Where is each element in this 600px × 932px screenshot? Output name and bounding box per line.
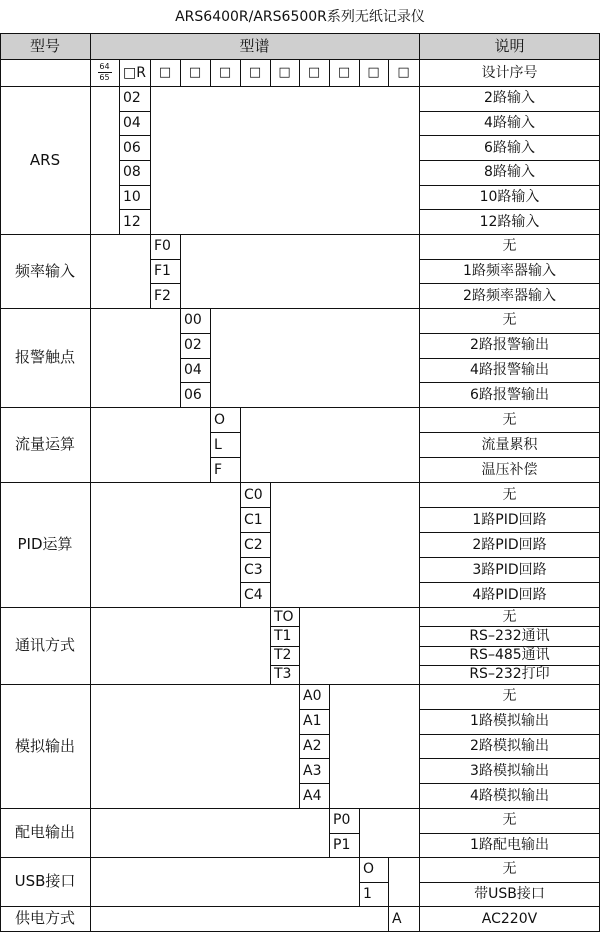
option-description: 温压补偿 <box>481 461 538 478</box>
code-box-line <box>240 482 241 608</box>
option-description: 4路输入 <box>484 114 535 131</box>
option-description: 1路配电输出 <box>470 836 549 853</box>
code-row-line <box>329 833 360 834</box>
option-description: 1路模拟输出 <box>470 713 549 730</box>
desc-row-line <box>419 333 600 334</box>
option-code: O <box>363 861 375 878</box>
option-code: 04 <box>123 114 141 131</box>
category-label: 通讯方式 <box>14 636 75 654</box>
desc-row-line <box>419 783 600 784</box>
design-number-desc: 设计序号 <box>481 64 538 81</box>
option-code: 10 <box>123 188 141 205</box>
code-row-line <box>240 557 271 558</box>
option-code: 00 <box>184 312 202 329</box>
option-code: 04 <box>184 361 202 378</box>
code-box-line <box>359 808 360 858</box>
option-description: 无 <box>502 608 517 625</box>
desc-row-line <box>419 283 600 284</box>
option-code: F1 <box>154 262 171 279</box>
model-fraction <box>90 59 119 86</box>
code-slot-box: □ <box>307 65 321 80</box>
option-description: 4路PID回路 <box>472 586 547 603</box>
rule-line <box>180 59 181 87</box>
rule-line <box>0 33 1 932</box>
option-code: C1 <box>244 511 263 528</box>
desc-row-line <box>419 185 600 186</box>
code-row-line <box>180 382 211 383</box>
option-description: 1路频率器输入 <box>463 262 556 279</box>
code-slot-box: □ <box>367 65 380 80</box>
option-code: O <box>214 411 226 428</box>
code-row-line <box>180 358 211 359</box>
table-title: ARS6400R/ARS6500R系列无纸记录仪 <box>175 8 425 25</box>
rule-line <box>150 86 151 235</box>
option-description: 8路输入 <box>484 164 535 181</box>
option-code: A2 <box>303 737 322 754</box>
desc-row-line <box>419 582 600 583</box>
code-box-line <box>210 308 211 408</box>
option-code: 02 <box>184 337 202 354</box>
option-description: 无 <box>502 486 517 503</box>
desc-row-line <box>419 135 600 136</box>
code-row-line <box>270 665 300 666</box>
code-slot-box: □ <box>188 65 202 80</box>
code-box-line <box>299 607 300 685</box>
code-box-line <box>329 808 330 858</box>
option-description: 无 <box>502 812 517 829</box>
category-label: 流量运算 <box>14 435 75 453</box>
code-slot-box: □ <box>158 65 172 80</box>
desc-row-line <box>419 626 600 627</box>
option-description: 无 <box>502 238 517 255</box>
category-label: 供电方式 <box>14 909 75 927</box>
option-description: 3路模拟输出 <box>470 762 549 779</box>
rule-line <box>299 59 300 87</box>
desc-row-line <box>419 259 600 260</box>
rule-line <box>270 59 271 87</box>
category-label: PID运算 <box>17 535 73 553</box>
desc-row-line <box>419 532 600 533</box>
code-row-line <box>299 783 330 784</box>
code-slot-box: □ <box>218 65 232 80</box>
option-description: 12路输入 <box>479 213 540 230</box>
code-row-line <box>270 646 300 647</box>
option-description: 6路报警输出 <box>470 386 549 403</box>
option-code: T3 <box>274 666 292 683</box>
code-box-line <box>299 684 300 809</box>
option-code: TO <box>274 608 294 625</box>
code-box-line <box>270 607 271 685</box>
desc-row-line <box>419 209 600 210</box>
option-description: 2路频率器输入 <box>463 287 556 304</box>
desc-row-line <box>419 432 600 433</box>
option-code: T1 <box>274 627 292 644</box>
rule-line <box>240 59 241 87</box>
code-row-line <box>180 333 211 334</box>
code-box-line <box>180 234 181 309</box>
code-row-line <box>119 111 151 112</box>
rule-line <box>210 59 211 87</box>
option-code: F2 <box>154 287 171 304</box>
code-slot-box: □ <box>248 65 262 80</box>
code-row-line <box>299 734 330 735</box>
option-code: 1 <box>363 885 372 902</box>
code-box-line <box>150 234 151 309</box>
code-row-line <box>270 626 300 627</box>
category-label: 频率输入 <box>14 261 75 280</box>
code-row-line <box>119 185 151 186</box>
rule-line <box>419 33 420 932</box>
desc-row-line <box>419 507 600 508</box>
category-label: 配电输出 <box>14 823 75 841</box>
code-row-line <box>240 532 271 533</box>
option-code: A0 <box>303 688 322 705</box>
desc-row-line <box>419 358 600 359</box>
code-row-line <box>299 709 330 710</box>
option-description: 无 <box>502 688 517 705</box>
rule-line <box>90 33 91 932</box>
option-description: 带USB接口 <box>474 885 545 902</box>
option-code: A1 <box>303 713 322 730</box>
code-box-line <box>119 86 120 235</box>
desc-row-line <box>419 833 600 834</box>
option-code: L <box>214 436 222 453</box>
option-description: 3路PID回路 <box>472 561 547 578</box>
rule-line <box>388 59 389 87</box>
rule-line <box>150 59 151 87</box>
option-description: 2路报警输出 <box>470 337 549 354</box>
option-code: P1 <box>333 836 351 853</box>
category-label: USB接口 <box>14 872 76 890</box>
desc-row-line <box>419 160 600 161</box>
code-row-line <box>299 758 330 759</box>
option-code: F <box>214 461 223 478</box>
code-box-line <box>240 407 241 483</box>
code-row-line <box>210 457 241 458</box>
option-description: AC220V <box>481 910 538 927</box>
option-description: 1路PID回路 <box>472 511 547 528</box>
header-type: 型号 <box>0 33 90 59</box>
option-description: 无 <box>502 861 517 878</box>
code-box-line <box>388 857 389 907</box>
option-code: 02 <box>123 90 141 107</box>
option-description: 10路输入 <box>479 188 540 205</box>
option-code: C3 <box>244 561 263 578</box>
option-code: T2 <box>274 647 292 664</box>
option-code: P0 <box>333 812 351 829</box>
code-box-line <box>388 906 389 932</box>
option-description: 2路输入 <box>484 90 535 107</box>
option-code: F0 <box>154 238 171 255</box>
code-row-line <box>150 259 181 260</box>
desc-row-line <box>419 734 600 735</box>
code-row-line <box>119 160 151 161</box>
fraction-top: 64 <box>99 62 110 71</box>
desc-row-line <box>419 557 600 558</box>
code-box-line <box>210 407 211 483</box>
option-description: 4路报警输出 <box>470 361 549 378</box>
option-code: A3 <box>303 762 322 779</box>
category-label: ARS <box>29 150 61 169</box>
option-description: RS–485通讯 <box>469 647 550 664</box>
option-code: 06 <box>184 386 202 403</box>
rule-line <box>329 59 330 87</box>
option-description: RS–232打印 <box>469 666 550 683</box>
fraction-bottom: 65 <box>99 73 110 82</box>
rule-line <box>90 86 600 87</box>
code-row-line <box>359 882 389 883</box>
code-row-line <box>119 135 151 136</box>
code-box-line <box>359 857 360 907</box>
code-slot-box: □ <box>278 65 291 80</box>
desc-row-line <box>419 882 600 883</box>
desc-row-line <box>419 758 600 759</box>
category-label: 模拟输出 <box>14 736 75 755</box>
code-box-line <box>329 684 330 809</box>
code-row-line <box>119 209 151 210</box>
option-description: 6路输入 <box>484 139 535 156</box>
desc-row-line <box>419 665 600 666</box>
code-slot-box: □ <box>337 65 351 80</box>
option-code: C2 <box>244 536 263 553</box>
desc-row-line <box>419 382 600 383</box>
option-description: 2路PID回路 <box>472 536 547 553</box>
option-description: 4路模拟输出 <box>470 787 549 804</box>
option-code: A4 <box>303 787 322 804</box>
code-row-line <box>150 283 181 284</box>
category-label: 报警触点 <box>14 348 75 366</box>
desc-row-line <box>419 709 600 710</box>
option-code: A <box>392 910 402 927</box>
option-description: 无 <box>502 411 517 428</box>
desc-row-line <box>419 457 600 458</box>
option-code: 06 <box>123 139 141 156</box>
model-r-cell: □R <box>123 64 146 81</box>
rule-line <box>119 59 120 87</box>
desc-row-line <box>419 646 600 647</box>
option-description: 无 <box>502 312 517 329</box>
option-code: 12 <box>123 213 141 230</box>
code-row-line <box>240 507 271 508</box>
header-spectrum: 型谱 <box>90 33 419 59</box>
code-row-line <box>240 582 271 583</box>
code-slot-box: □ <box>397 65 410 80</box>
code-box-line <box>270 482 271 608</box>
option-code: C4 <box>244 586 263 603</box>
option-description: 流量累积 <box>481 436 538 453</box>
option-code: C0 <box>244 486 263 503</box>
code-box-line <box>180 308 181 408</box>
option-code: 08 <box>123 164 141 181</box>
option-description: RS–232通讯 <box>469 627 550 644</box>
code-row-line <box>210 432 241 433</box>
desc-row-line <box>419 111 600 112</box>
option-description: 2路模拟输出 <box>470 737 549 754</box>
header-description: 说明 <box>419 33 600 59</box>
rule-line <box>359 59 360 87</box>
